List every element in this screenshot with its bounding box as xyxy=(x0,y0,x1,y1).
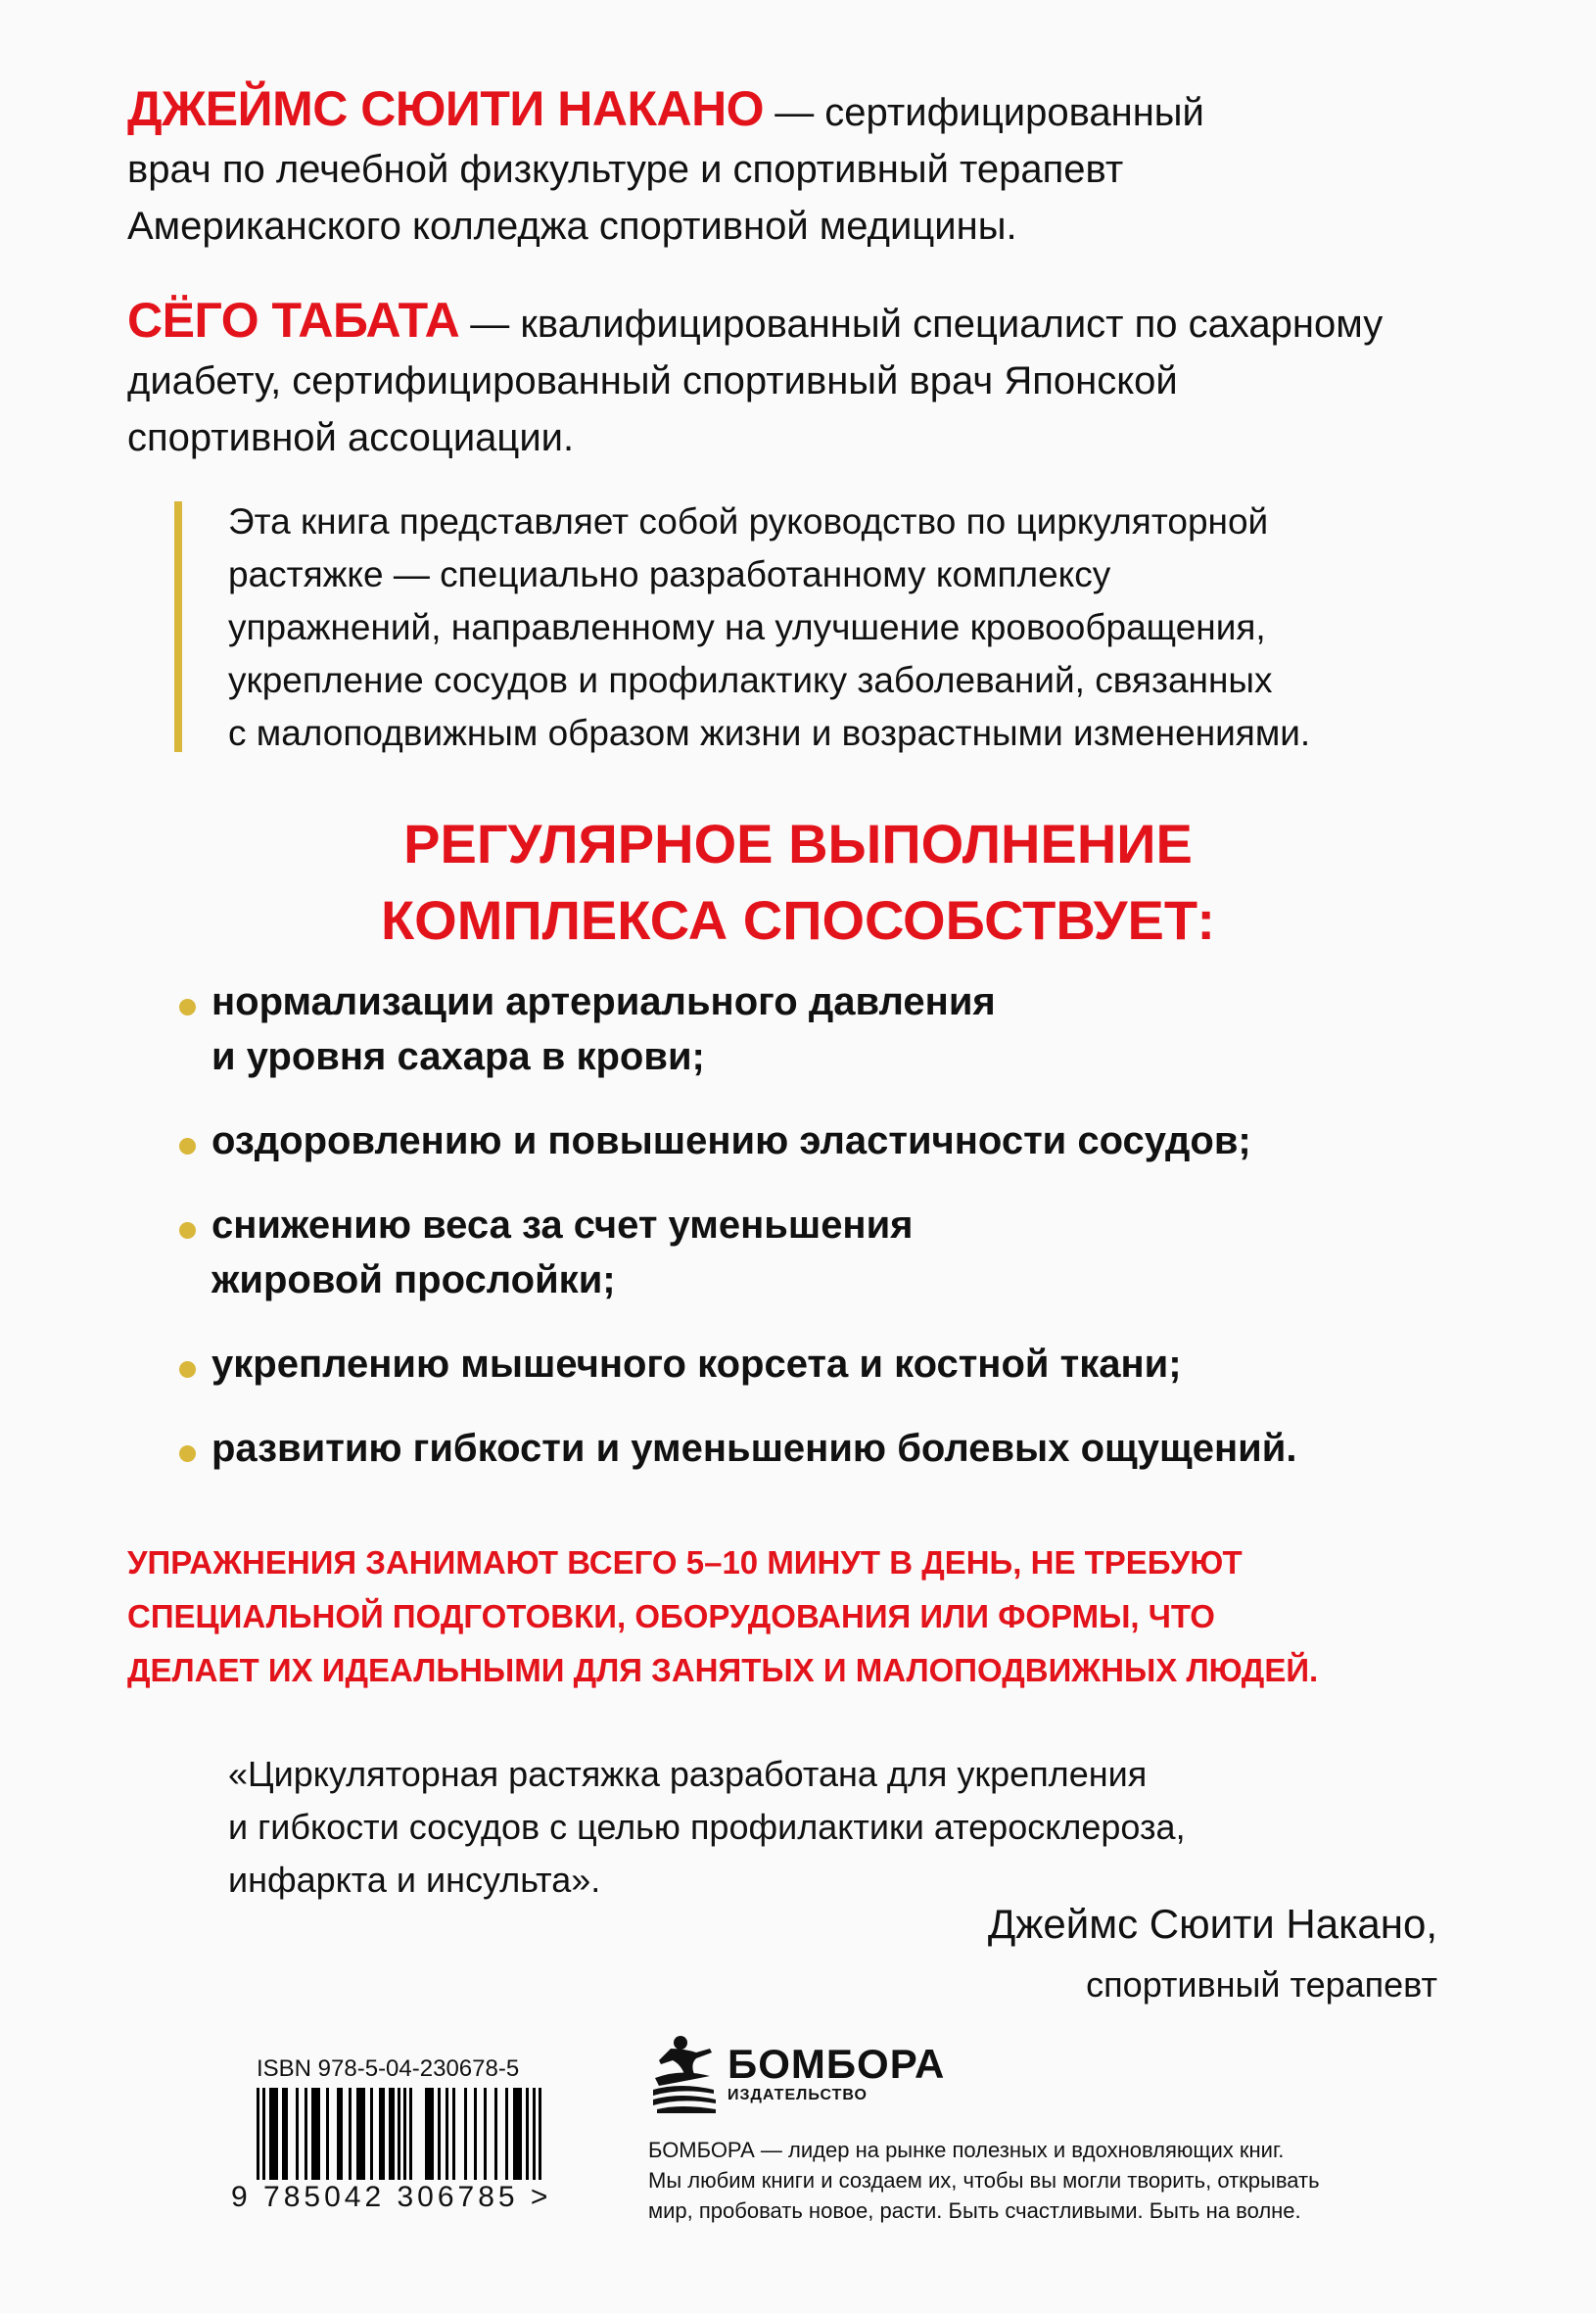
publisher-description-line: БОМБОРА — лидер на рынке полезных и вдохновляющих книг. xyxy=(648,2138,1285,2162)
author-bio-line: спортивной ассоциации. xyxy=(127,416,575,459)
bullet-dot-icon xyxy=(179,1445,196,1462)
quote-attribution-role: спортивный терапевт xyxy=(1086,1964,1437,2005)
list-item xyxy=(179,1113,1452,1168)
author-bio-line: врач по лечебной физкультуре и спортивный терапевт xyxy=(127,148,1124,191)
quote-text xyxy=(228,1748,1481,1907)
headline-line: КОМПЛЕКСА СПОСОБСТВУЕТ: xyxy=(380,889,1215,951)
author-name: СЁГО ТАБАТА xyxy=(127,293,460,348)
publisher-description-line: Мы любим книги и создаем их, чтобы вы могли творить, открывать xyxy=(648,2168,1320,2193)
author-bio-line: — сертифицированный xyxy=(764,91,1204,134)
intro-line: растяжке — специально разработанному комплексу xyxy=(228,554,1111,594)
list-item-line: жировой прослойки; xyxy=(211,1258,616,1301)
author-name: ДЖЕЙМС СЮИТИ НАКАНО xyxy=(127,81,765,136)
quote-attribution-name: Джеймс Сюити Накано, xyxy=(987,1901,1437,1947)
summary-line: ДЕЛАЕТ ИХ ИДЕАЛЬНЫМИ ДЛЯ ЗАНЯТЫХ И МАЛОПОДВИЖНЫХ ЛЮДЕЙ. xyxy=(127,1652,1319,1688)
list-item-line: нормализации артериального давления xyxy=(211,980,996,1023)
isbn-label: ISBN 978-5-04-230678-5 xyxy=(257,2055,520,2082)
benefits-headline xyxy=(0,806,1596,959)
quote-line: «Циркуляторная растяжка разработана для укрепления xyxy=(228,1754,1148,1794)
quote-line: инфаркта и инсульта». xyxy=(228,1860,601,1900)
author-bio-nakano xyxy=(127,80,1518,255)
bullet-dot-icon xyxy=(179,1361,196,1378)
list-item-line: укреплению мышечного корсета и костной ткани; xyxy=(211,1343,1182,1386)
quote-line: и гибкости сосудов с целью профилактики атеросклероза, xyxy=(228,1807,1186,1847)
list-item-line: оздоровлению и повышению эластичности сосудов; xyxy=(211,1119,1251,1162)
author-bio-line: Американского колледжа спортивной медицины. xyxy=(127,205,1017,248)
intro-accent-bar xyxy=(174,501,182,752)
list-item-line: и уровня сахара в крови; xyxy=(211,1035,705,1078)
publisher-logo xyxy=(651,2035,945,2113)
publisher-description xyxy=(648,2135,1432,2226)
list-item xyxy=(179,1337,1452,1392)
surfer-logo-icon xyxy=(651,2035,718,2113)
author-bio-tabata xyxy=(127,292,1518,466)
list-item xyxy=(179,1198,1452,1307)
barcode-digits: 9 785042 306785 > xyxy=(231,2180,555,2215)
summary-line: УПРАЖНЕНИЯ ЗАНИМАЮТ ВСЕГО 5–10 МИНУТ В ДЕНЬ, НЕ ТРЕБУЮТ xyxy=(127,1544,1243,1581)
exercise-summary xyxy=(127,1535,1498,1697)
list-item xyxy=(179,974,1452,1084)
bullet-dot-icon xyxy=(179,1222,196,1239)
intro-line: с малоподвижным образом жизни и возрастными изменениями. xyxy=(228,713,1311,753)
intro-line: Эта книга представляет собой руководство по циркуляторной xyxy=(228,501,1269,542)
benefits-list xyxy=(179,974,1452,1505)
intro-paragraph xyxy=(228,496,1521,760)
intro-line: укрепление сосудов и профилактику заболеваний, связанных xyxy=(228,660,1273,700)
author-bio-line: диабету, сертифицированный спортивный врач Японской xyxy=(127,359,1178,402)
summary-line: СПЕЦИАЛЬНОЙ ПОДГОТОВКИ, ОБОРУДОВАНИЯ ИЛИ ФОРМЫ, ЧТО xyxy=(127,1598,1215,1634)
list-item xyxy=(179,1421,1452,1476)
publisher-name: БОМБОРА xyxy=(728,2041,946,2087)
bullet-dot-icon xyxy=(179,1138,196,1155)
list-item-line: снижению веса за счет уменьшения xyxy=(211,1204,914,1247)
author-bio-line: — квалифицированный специалист по сахарному xyxy=(459,303,1384,346)
publisher-description-line: мир, пробовать новое, расти. Быть счастливыми. Быть на волне. xyxy=(648,2198,1301,2223)
headline-line: РЕГУЛЯРНОЕ ВЫПОЛНЕНИЕ xyxy=(403,813,1193,874)
list-item-line: развитию гибкости и уменьшению болевых ощущений. xyxy=(211,1427,1297,1470)
publisher-subtitle: ИЗДАТЕЛЬСТВО xyxy=(728,2087,868,2103)
bullet-dot-icon xyxy=(179,999,196,1015)
intro-line: упражнений, направленному на улучшение кровообращения, xyxy=(228,607,1266,647)
